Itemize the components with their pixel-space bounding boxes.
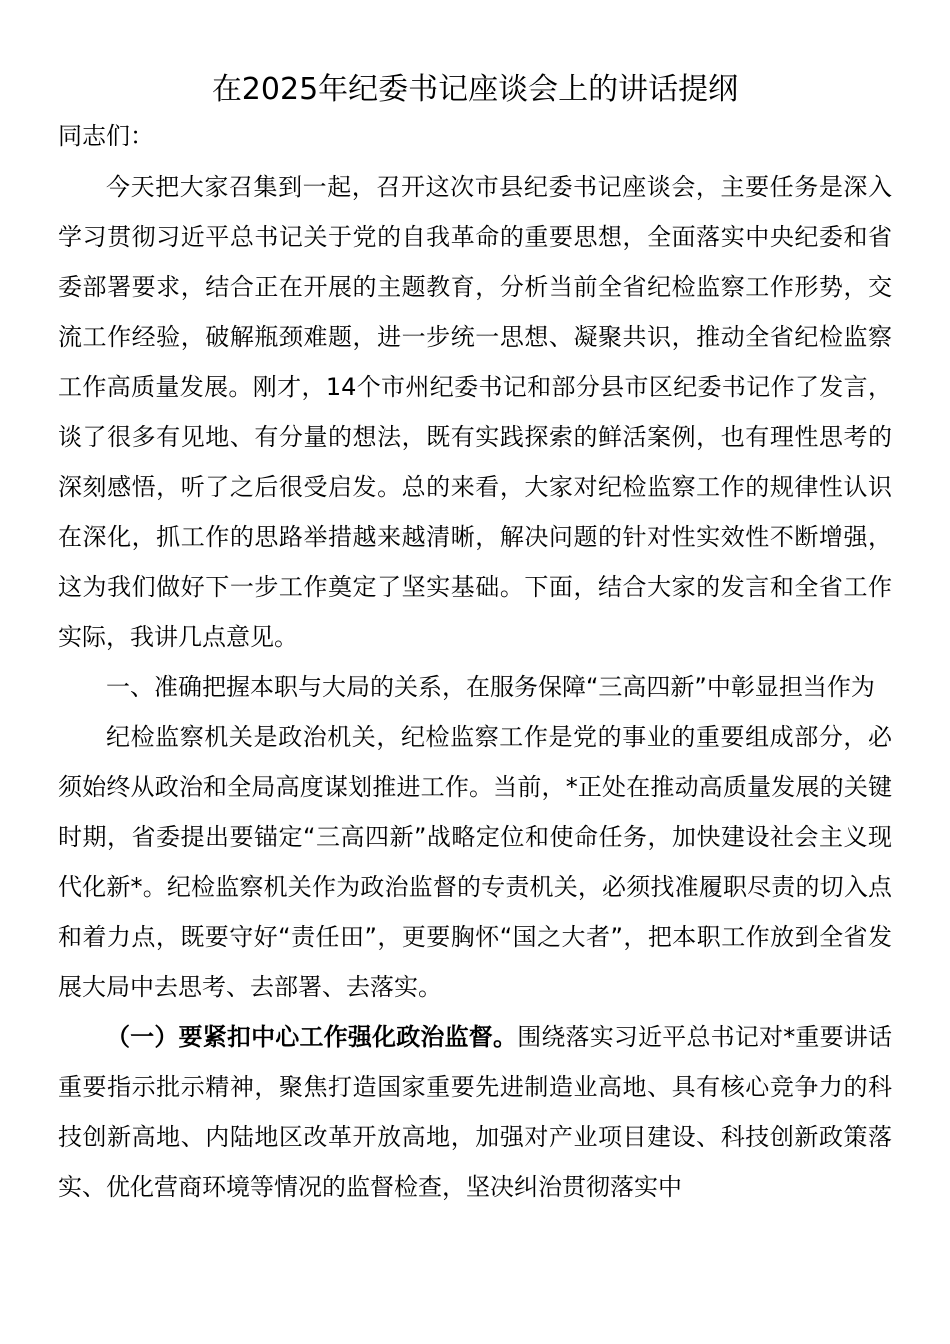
intro-paragraph: 今天把大家召集到一起，召开这次市县纪委书记座谈会，主要任务是深入学习贯彻习近平总书记关于党的自我革命的重要思想，全面落实中央纪委和省委部署要求，结合正在开展的主题教育，分析当前全省纪检监察工作形势，交流工作经验，破解瓶颈难题，进一步统一思想、凝聚共识，推动全省纪检监察工作高质量发展。刚才，14个市州纪委书记和部分县市区纪委书记作了发言，谈了很多有见地、有分量的想法，既有实践探索的鲜活案例，也有理性思考的深刻感悟，听了之后很受启发。总的来看，大家对纪检监察工作的规律性认识在深化，抓工作的思路举措越来越清晰，解决问题的针对性实效性不断增强，这为我们做好下一步工作奠定了坚实基础。下面，结合大家的发言和全省工作实际，我讲几点意见。 — [58, 173, 892, 651]
salutation: 同志们： — [58, 122, 154, 150]
subsection-1-text: 围绕落实习近平总书记对*重要讲话重要指示批示精神，聚焦打造国家重要先进制造业高地、具有核心竞争力的科技创新高地、内陆地区改革开放高地，加强对产业项目建设、科技创新政策落实、优化营商环境等情况的监督检查，坚决纠治贯彻落实中 — [58, 1023, 892, 1201]
section-1-paragraph: 纪检监察机关是政治机关，纪检监察工作是党的事业的重要组成部分，必须始终从政治和全局高度谋划推进工作。当前，*正处在推动高质量发展的关键时期，省委提出要锚定“三高四新”战略定位和使命任务，加快建设社会主义现代化新*。纪检监察机关作为政治监督的专责机关，必须找准履职尽责的切入点和着力点，既要守好“责任田”，更要胸怀“国之大者”，把本职工作放到全省发展大局中去思考、去部署、去落实。 — [58, 723, 892, 1001]
section-heading-1: 一、准确把握本职与大局的关系，在服务保障“三高四新”中彰显担当作为 — [106, 673, 875, 701]
document-title: 在2025年纪委书记座谈会上的讲话提纲 — [211, 72, 739, 107]
subsection-1-paragraph — [58, 1012, 892, 1212]
subsection-1-lead: （一）要紧扣中心工作强化政治监督。 — [106, 1023, 518, 1051]
document-page — [58, 64, 892, 1212]
